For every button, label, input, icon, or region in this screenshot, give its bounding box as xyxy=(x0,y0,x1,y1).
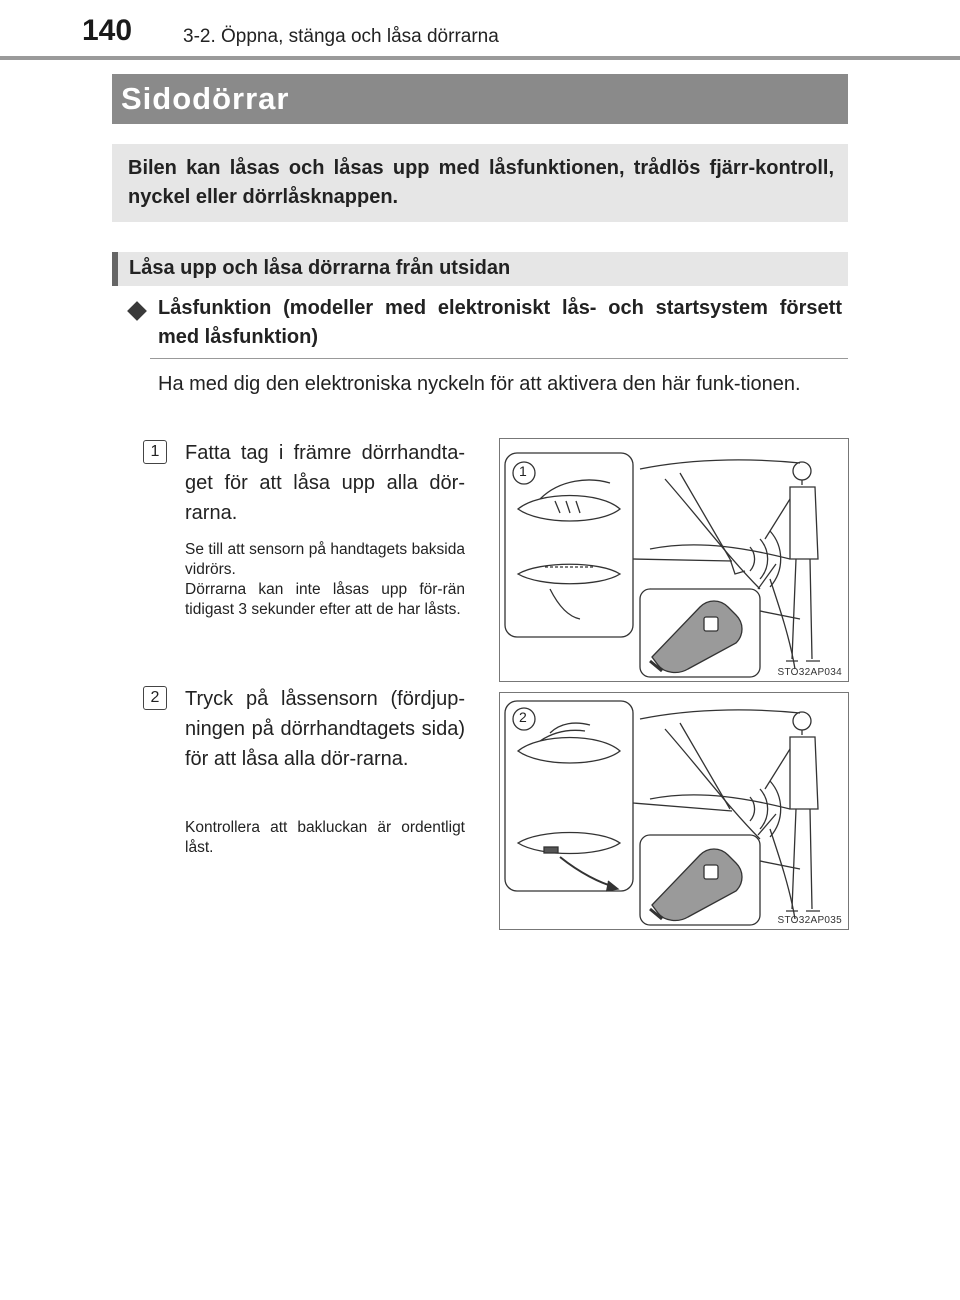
section-title: Sidodörrar xyxy=(121,81,290,116)
figure-1-label: 1 xyxy=(519,463,527,479)
subheading-bar xyxy=(112,252,848,286)
figure-1-code: STO32AP034 xyxy=(777,667,842,678)
topic-rule xyxy=(150,358,848,359)
step-text-2: Tryck på låssensorn (fördjup-ningen på dörrhandtagets sida) för att låsa alla dör-rarna. xyxy=(185,688,465,770)
chapter-title: 3-2. Öppna, stänga och låsa dörrarna xyxy=(183,26,499,47)
step-text-1: Fatta tag i främre dörrhandta-get för att låsa upp alla dör-rarna. xyxy=(185,442,465,524)
intro-box xyxy=(112,144,848,222)
step-note-1: Se till att sensorn på handtagets baksida vidrörs. Dörrarna kan inte låsas upp för-rän tidigast 3 sekunder efter att de har låsts. xyxy=(185,541,465,618)
person-head xyxy=(793,462,811,480)
topic-heading: Låsfunktion (modeller med elektroniskt lås- och startsystem försett med låsfunktion) xyxy=(158,297,842,348)
page-number: 140 xyxy=(82,14,133,47)
figure-2-code: STO32AP035 xyxy=(777,915,842,926)
figure-2 xyxy=(499,692,849,930)
figure-2-label: 2 xyxy=(519,709,527,725)
inset-handle xyxy=(505,453,633,637)
step-number-1: 1 xyxy=(143,440,167,464)
intro-text: Bilen kan låsas och låsas upp med låsfunktionen, trådlös fjärr-kontroll, nyckel eller dörrlåsknappen. xyxy=(128,157,834,208)
section-bar xyxy=(112,74,848,124)
subheading-marker xyxy=(112,252,118,286)
diamond-bullet-icon xyxy=(127,301,147,321)
step-number-2: 2 xyxy=(143,686,167,710)
figure-1 xyxy=(499,438,849,682)
figure-1-illustration xyxy=(500,439,848,681)
header-rule xyxy=(0,56,960,60)
step-note-2: Kontrollera att bakluckan är ordentligt låst. xyxy=(185,819,465,856)
car-outline xyxy=(640,460,800,469)
topic-body: Ha med dig den elektroniska nyckeln för att aktivera den här funk-tionen. xyxy=(158,373,801,395)
subheading-text: Låsa upp och låsa dörrarna från utsidan xyxy=(129,257,511,279)
figure-2-illustration xyxy=(500,693,848,929)
person-head-2 xyxy=(793,712,811,730)
